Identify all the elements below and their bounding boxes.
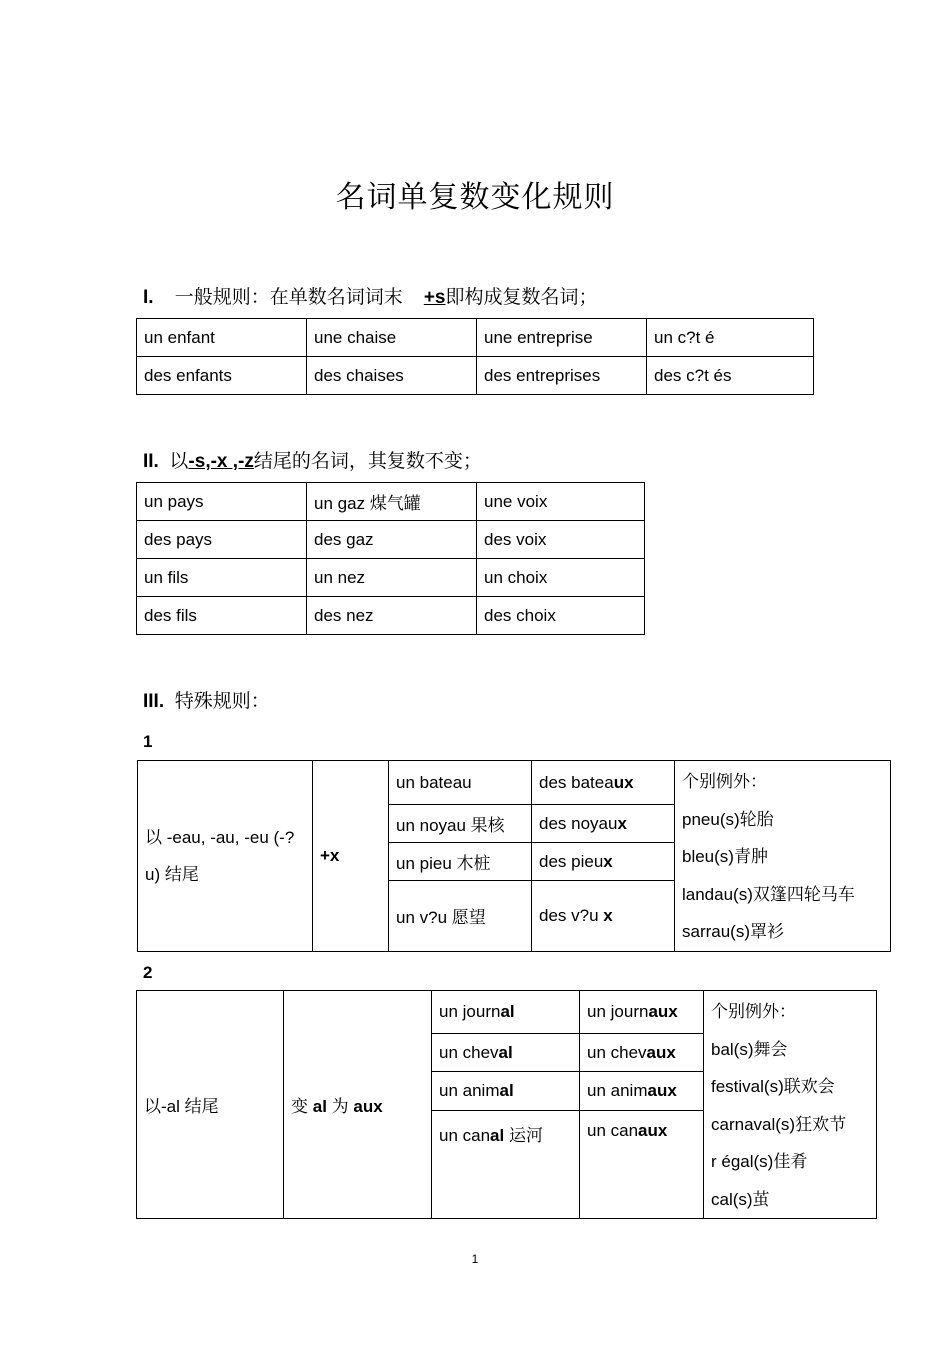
- table-cell: des c?t és: [647, 357, 814, 395]
- section-1-emph: +s: [423, 287, 446, 308]
- exception-item: festival(s)联欢会: [711, 1077, 835, 1096]
- table-cell: [580, 1072, 704, 1111]
- table-cell: des choix: [477, 597, 645, 635]
- rule-2-ending: 以-al 结尾: [137, 991, 284, 1219]
- plural-ending: aux: [646, 1042, 676, 1062]
- table-cell: [432, 1033, 580, 1072]
- table-cell: [532, 881, 675, 951]
- section-2-heading: [143, 446, 482, 473]
- table-cell: une voix: [477, 483, 645, 521]
- rule-2-exceptions: [704, 991, 877, 1219]
- section-1-heading: [143, 282, 598, 309]
- page-number: 1: [471, 1252, 479, 1266]
- table-cell: une entreprise: [477, 319, 647, 357]
- table-row: [137, 521, 645, 559]
- singular-gloss: 运河: [504, 1126, 543, 1146]
- table-row: [137, 597, 645, 635]
- table-cell: des chaises: [307, 357, 477, 395]
- page-title: 名词单复数变化规则: [335, 181, 615, 214]
- singular-base: un chev: [439, 1042, 499, 1062]
- table-cell: des enfants: [137, 357, 307, 395]
- rule-1-exceptions: [675, 761, 891, 952]
- table-cell: un enfant: [137, 319, 307, 357]
- plural-base: un can: [587, 1121, 639, 1141]
- table-cell: des gaz: [307, 521, 477, 559]
- table-cell: une chaise: [307, 319, 477, 357]
- table-row: [137, 991, 877, 1034]
- section-1-table: [136, 318, 814, 395]
- table-cell: un noyau 果核: [389, 805, 532, 843]
- table-cell: [432, 991, 580, 1034]
- exception-item: bal(s)舞会: [711, 1039, 788, 1059]
- change-text: 变: [291, 1097, 313, 1116]
- change-al: al: [312, 1097, 327, 1116]
- table-cell: un pays: [137, 483, 307, 521]
- exception-item: bleu(s)青肿: [682, 847, 768, 866]
- table-row: [138, 761, 891, 805]
- exception-header: 个别例外：: [711, 1002, 796, 1021]
- table-row: [137, 357, 814, 395]
- singular-ending: al: [490, 1126, 505, 1146]
- table-cell: [432, 1072, 580, 1111]
- change-aux: aux: [353, 1097, 383, 1116]
- change-text: 为: [326, 1097, 354, 1116]
- section-2-emph: -s,-x ,-z: [188, 451, 254, 472]
- rule-2-table: [136, 990, 877, 1219]
- exception-item: cal(s)茧: [711, 1189, 770, 1209]
- rule-1-change: +x: [313, 761, 389, 952]
- table-cell: [532, 805, 675, 843]
- exception-item: landau(s)双篷四轮马车: [682, 884, 855, 904]
- table-cell: un c?t é: [647, 319, 814, 357]
- plural-ending: x: [603, 851, 613, 871]
- exception-item: pneu(s)轮胎: [682, 809, 774, 829]
- section-3-number: III.: [143, 691, 165, 712]
- exception-item: carnaval(s)狂欢节: [711, 1114, 847, 1134]
- table-cell: [532, 843, 675, 881]
- table-cell: un gaz 煤气罐: [307, 483, 477, 521]
- exception-item: sarrau(s)罩衫: [682, 922, 785, 941]
- table-cell: des fils: [137, 597, 307, 635]
- section-2-number: II.: [143, 451, 159, 472]
- table-cell: des pays: [137, 521, 307, 559]
- singular-ending: al: [500, 1001, 515, 1021]
- plural-base: des v?u: [539, 905, 604, 925]
- singular-ending: al: [498, 1042, 513, 1062]
- table-row: [137, 483, 645, 521]
- table-cell: [580, 1033, 704, 1072]
- singular-base: un journ: [439, 1001, 501, 1021]
- singular-base: un can: [439, 1126, 491, 1146]
- plural-ending: aux: [647, 1081, 677, 1101]
- section-1-text-after: 即构成复数名词；: [445, 287, 598, 308]
- section-1-number: I.: [143, 287, 154, 308]
- table-row: [137, 319, 814, 357]
- rule-2-change: [284, 991, 432, 1219]
- singular-ending: al: [499, 1081, 514, 1101]
- plural-base: des noyau: [539, 813, 618, 833]
- section-2-text-before: 以: [169, 451, 189, 472]
- table-cell: des nez: [307, 597, 477, 635]
- section-2-table: [136, 482, 645, 635]
- plural-ending: ux: [613, 772, 634, 792]
- section-2-text-after: 结尾的名词，其复数不变；: [253, 451, 482, 472]
- rule-1-label: 1: [143, 732, 153, 751]
- table-cell: un bateau: [389, 761, 532, 805]
- rule-1-table: [137, 760, 891, 952]
- plural-base: un chev: [587, 1042, 647, 1062]
- plural-ending: x: [603, 905, 613, 925]
- rule-2-label: 2: [143, 963, 153, 982]
- table-cell: des voix: [477, 521, 645, 559]
- rule-1-ending: 以 -eau, -au, -eu (-?u) 结尾: [138, 761, 313, 952]
- plural-ending: aux: [638, 1121, 668, 1141]
- section-3-text: 特殊规则：: [174, 691, 270, 712]
- table-cell: un choix: [477, 559, 645, 597]
- plural-base: des batea: [539, 772, 614, 792]
- table-cell: [580, 1111, 704, 1219]
- plural-base: des pieu: [539, 851, 604, 871]
- section-1-text-before: 一般规则：在单数名词词末: [174, 287, 403, 308]
- plural-base: un anim: [587, 1081, 648, 1101]
- exception-header: 个别例外：: [682, 772, 767, 791]
- exception-item: r égal(s)佳肴: [711, 1152, 808, 1171]
- table-cell: un fils: [137, 559, 307, 597]
- table-cell: des entreprises: [477, 357, 647, 395]
- table-cell: un v?u 愿望: [389, 881, 532, 951]
- table-cell: [580, 991, 704, 1034]
- section-3-heading: [143, 686, 270, 713]
- table-cell: un nez: [307, 559, 477, 597]
- singular-base: un anim: [439, 1081, 500, 1101]
- plural-ending: aux: [648, 1001, 678, 1021]
- plural-base: un journ: [587, 1001, 649, 1021]
- table-cell: un pieu 木桩: [389, 843, 532, 881]
- table-cell: [532, 761, 675, 805]
- table-cell: [432, 1111, 580, 1219]
- table-row: [137, 559, 645, 597]
- plural-ending: x: [617, 813, 627, 833]
